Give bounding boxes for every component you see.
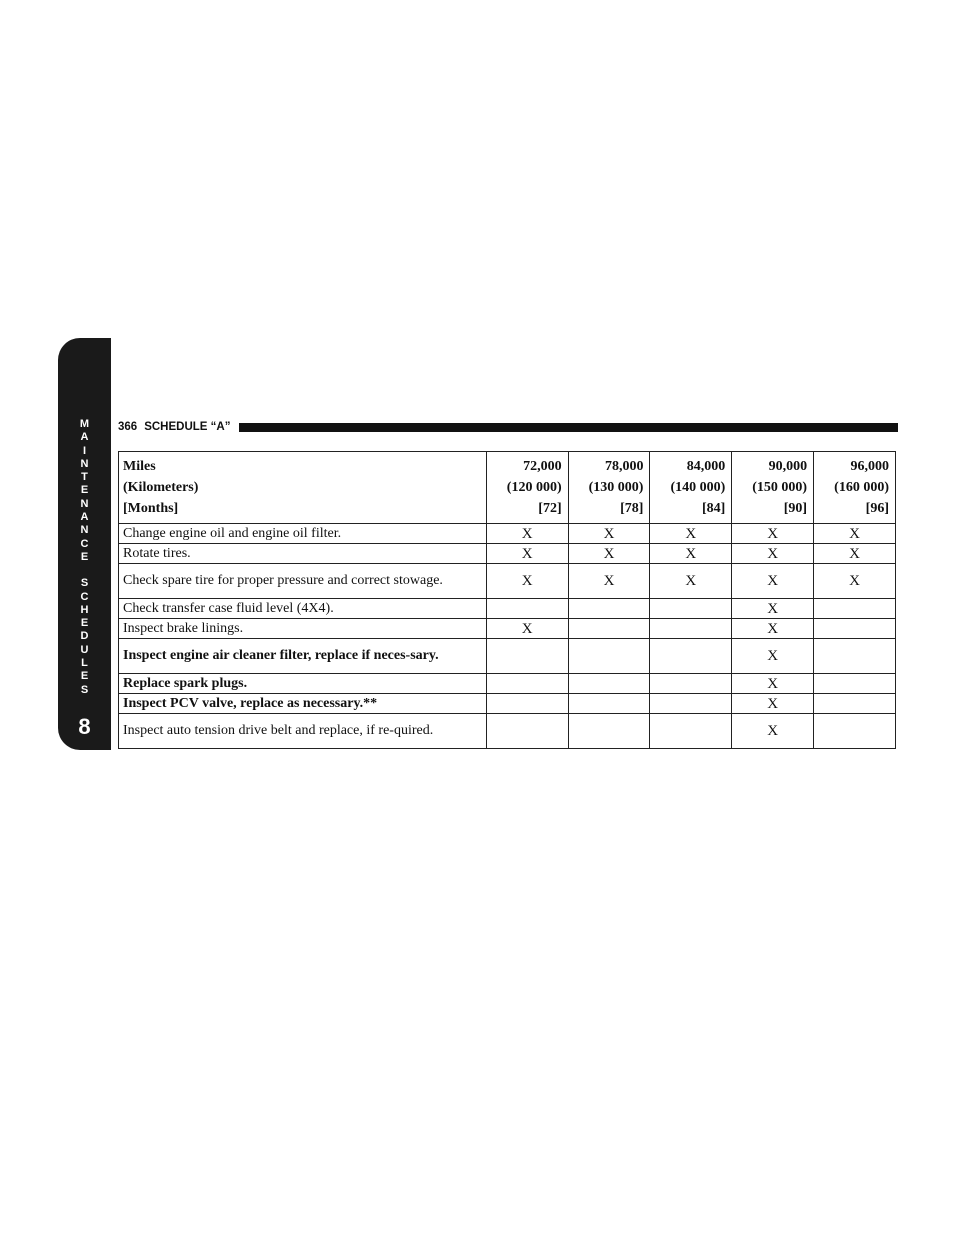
- schedule-mark: [568, 694, 650, 714]
- interval-months: [78]: [620, 501, 644, 516]
- schedule-mark: [650, 639, 732, 674]
- task-cell: Inspect PCV valve, replace as necessary.**: [119, 694, 487, 714]
- side-tab-letter: E: [80, 670, 89, 683]
- schedule-mark: X: [814, 564, 896, 599]
- schedule-mark: [650, 694, 732, 714]
- schedule-mark: [650, 599, 732, 619]
- schedule-mark: [814, 694, 896, 714]
- header-label-cell: [119, 452, 487, 524]
- page-header: [118, 421, 898, 433]
- side-tab-letter: A: [80, 511, 89, 524]
- interval-header: [732, 452, 814, 524]
- interval-km: (140 000): [670, 480, 726, 495]
- task-cell: Inspect engine air cleaner filter, replace if neces-sary.: [119, 639, 487, 674]
- schedule-mark: [568, 714, 650, 749]
- schedule-mark: [486, 599, 568, 619]
- header-rule: [239, 423, 898, 432]
- task-cell: Replace spark plugs.: [119, 674, 487, 694]
- schedule-mark: X: [650, 544, 732, 564]
- side-tab-letter: E: [80, 550, 89, 563]
- task-cell: Inspect brake linings.: [119, 619, 487, 639]
- miles-label: Miles: [123, 459, 156, 474]
- schedule-mark: [814, 599, 896, 619]
- interval-months: [90]: [783, 501, 808, 516]
- schedule-mark: [650, 619, 732, 639]
- schedule-mark: X: [486, 564, 568, 599]
- interval-header: [814, 452, 896, 524]
- schedule-mark: X: [568, 544, 650, 564]
- side-tab-letter: N: [80, 524, 89, 537]
- schedule-mark: X: [568, 564, 650, 599]
- side-tab-letter: I: [82, 444, 87, 457]
- side-tab-letters: [58, 418, 111, 697]
- schedule-mark: X: [814, 524, 896, 544]
- schedule-mark: X: [732, 674, 814, 694]
- schedule-mark: X: [486, 619, 568, 639]
- schedule-mark: X: [732, 564, 814, 599]
- schedule-mark: X: [732, 544, 814, 564]
- table-row: [119, 524, 896, 544]
- side-tab-letter: E: [80, 617, 89, 630]
- schedule-mark: [814, 639, 896, 674]
- schedule-mark: [486, 639, 568, 674]
- side-tab-letter: A: [80, 431, 89, 444]
- side-tab-letter: L: [81, 657, 88, 670]
- schedule-mark: [814, 714, 896, 749]
- chapter-number: 8: [78, 714, 91, 739]
- side-tab-letter: S: [80, 683, 89, 696]
- schedule-mark: [814, 674, 896, 694]
- schedule-mark: X: [732, 599, 814, 619]
- side-tab-letter: D: [80, 630, 89, 643]
- schedule-mark: X: [650, 564, 732, 599]
- schedule-mark: [650, 674, 732, 694]
- interval-km: (160 000): [834, 480, 889, 495]
- side-tab-letter: C: [80, 537, 89, 550]
- schedule-mark: X: [732, 524, 814, 544]
- interval-months: [72]: [538, 501, 562, 516]
- schedule-mark: [814, 619, 896, 639]
- interval-header: [568, 452, 650, 524]
- side-tab-letter: U: [80, 643, 89, 656]
- interval-km: (130 000): [588, 480, 644, 495]
- task-cell: Check transfer case fluid level (4X4).: [119, 599, 487, 619]
- schedule-mark: [650, 714, 732, 749]
- schedule-mark: X: [732, 714, 814, 749]
- interval-months: [96]: [865, 501, 889, 516]
- interval-header: [486, 452, 568, 524]
- maintenance-schedule-table: [118, 451, 896, 749]
- interval-header: [650, 452, 732, 524]
- side-tab-letter: M: [79, 418, 90, 430]
- interval-miles: 84,000: [686, 459, 726, 474]
- side-tab-letter: N: [80, 497, 89, 510]
- table-row: [119, 694, 896, 714]
- page-number: 366: [118, 421, 138, 433]
- months-label: [Months]: [123, 501, 179, 516]
- schedule-mark: [568, 674, 650, 694]
- schedule-mark: [486, 694, 568, 714]
- table-row: [119, 619, 896, 639]
- side-tab-letter: C: [80, 590, 89, 603]
- interval-months: [84]: [701, 501, 726, 516]
- schedule-mark: X: [486, 524, 568, 544]
- task-cell: Inspect auto tension drive belt and replace, if re-quired.: [119, 714, 487, 749]
- interval-km: (150 000): [752, 480, 808, 495]
- schedule-mark: [568, 599, 650, 619]
- schedule-mark: X: [486, 544, 568, 564]
- schedule-mark: X: [732, 619, 814, 639]
- schedule-mark: [486, 714, 568, 749]
- table-header-row: [119, 452, 896, 524]
- interval-miles: 96,000: [850, 459, 889, 474]
- table-row: [119, 544, 896, 564]
- side-tab-letter: H: [80, 603, 89, 616]
- table-row: [119, 639, 896, 674]
- side-tab-letter: E: [80, 484, 89, 497]
- side-tab-letter: S: [80, 577, 89, 590]
- table-row: [119, 564, 896, 599]
- table-row: [119, 674, 896, 694]
- schedule-mark: X: [732, 639, 814, 674]
- table-row: [119, 599, 896, 619]
- schedule-mark: [568, 639, 650, 674]
- interval-miles: 90,000: [768, 459, 808, 474]
- interval-miles: 78,000: [604, 459, 644, 474]
- schedule-mark: [568, 619, 650, 639]
- schedule-mark: X: [568, 524, 650, 544]
- kilometers-label: (Kilometers): [123, 480, 199, 495]
- schedule-mark: X: [650, 524, 732, 544]
- interval-miles: 72,000: [523, 459, 562, 474]
- task-cell: Change engine oil and engine oil filter.: [119, 524, 487, 544]
- interval-km: (120 000): [506, 480, 562, 495]
- task-cell: Check spare tire for proper pressure and correct stowage.: [119, 564, 487, 599]
- side-tab-letter: N: [80, 457, 89, 470]
- task-cell: Rotate tires.: [119, 544, 487, 564]
- section-title: SCHEDULE “A”: [144, 421, 231, 433]
- side-tab-letter: T: [81, 471, 88, 484]
- schedule-mark: X: [814, 544, 896, 564]
- table-row: [119, 714, 896, 749]
- schedule-mark: [486, 674, 568, 694]
- schedule-mark: X: [732, 694, 814, 714]
